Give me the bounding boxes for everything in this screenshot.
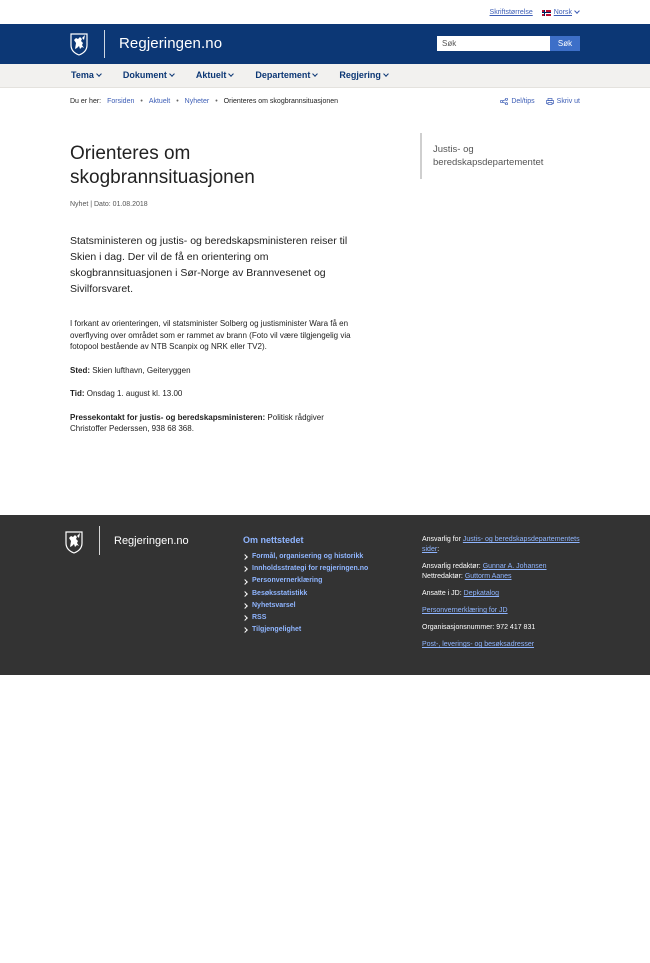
- chevron-right-icon: [242, 615, 248, 621]
- chevron-right-icon: [242, 579, 248, 585]
- footer-address-link[interactable]: Post-, leverings- og besøksadresser: [422, 641, 535, 648]
- article-body: [70, 318, 360, 447]
- chevron-down-icon: [229, 71, 235, 77]
- utility-bar: [0, 0, 650, 24]
- article-press-contact: Pressekontakt for justis- og beredskapsministeren: Politisk rådgiver Christoffer Pederssen, 938 68 368.: [70, 412, 324, 433]
- footer-contact-section: [422, 535, 592, 657]
- footer-responsible-link[interactable]: Justis- og beredskapsdepartementets sider: [422, 536, 580, 553]
- footer-link[interactable]: Tilgjengelighet: [243, 624, 368, 636]
- breadcrumb-separator: •: [140, 98, 143, 105]
- chevron-down-icon: [383, 71, 389, 77]
- nav-item-tema[interactable]: Tema: [71, 70, 101, 80]
- footer-link[interactable]: RSS: [243, 612, 368, 624]
- footer-link[interactable]: Formål, organisering og historikk: [243, 551, 368, 563]
- footer-link[interactable]: Personvernerklæring: [243, 575, 368, 587]
- search-button[interactable]: Søk: [550, 36, 580, 51]
- font-size-link[interactable]: Skriftstørrelse: [489, 9, 533, 16]
- nav-item-aktuelt[interactable]: Aktuelt: [196, 70, 234, 80]
- footer-about-section: [243, 535, 368, 636]
- footer-privacy-link[interactable]: Personvernerklæring for JD: [422, 607, 508, 614]
- site-header: [0, 24, 650, 64]
- print-label: Skriv ut: [556, 98, 580, 105]
- department-link[interactable]: Justis- og beredskapsdepartementet: [433, 144, 544, 168]
- language-label: Norsk: [553, 9, 572, 16]
- page-title: Orienteres om skogbrannsituasjonen: [70, 143, 255, 188]
- nav-item-dokument[interactable]: Dokument: [123, 70, 174, 80]
- page-tools: [500, 98, 580, 105]
- logo-divider: [104, 30, 105, 58]
- footer-editor-link[interactable]: Gunnar A. Johansen: [482, 563, 547, 570]
- footer-link[interactable]: Besøksstatistikk: [243, 588, 368, 600]
- footer-org-number: Organisasjonsnummer: 972 417 831: [422, 624, 536, 631]
- chevron-down-icon: [574, 8, 580, 14]
- chevron-right-icon: [242, 603, 248, 609]
- footer-editors: Ansvarlig redaktør: Gunnar A. Johansen Nettredaktør: Guttorm Aanes: [422, 563, 547, 580]
- article-lead: Statsministeren og justis- og beredskapsministeren reiser til Skien i dag. Der vil de få en orientering om skogbrannsituasjonen i Sør-Norge av Brannvesenet og Sivilforsvaret.: [70, 235, 348, 295]
- article-paragraph: I forkant av orienteringen, vil statsminister Solberg og justisminister Wara få en overflyving over området som er rammet av brann (Foto vil være tilgjengelig via fotopool bestående av NTB Scanpix og NRK eller TV2).: [70, 319, 351, 351]
- breadcrumb-separator: •: [215, 98, 218, 105]
- footer-privacy: [422, 606, 592, 616]
- footer-site-name[interactable]: Regjeringen.no: [114, 535, 189, 547]
- footer-logo-divider: [99, 526, 100, 555]
- printer-icon: [546, 98, 554, 105]
- site-logo-text[interactable]: Regjeringen.no: [119, 35, 223, 52]
- chevron-down-icon: [96, 71, 102, 77]
- breadcrumb-item[interactable]: Aktuelt: [148, 98, 171, 105]
- footer-link[interactable]: Innholdsstrategi for regjeringen.no: [243, 563, 368, 575]
- footer-web-editor-link[interactable]: Guttorm Aanes: [464, 573, 512, 580]
- department-aside: [420, 133, 580, 179]
- breadcrumb-item[interactable]: Nyheter: [184, 98, 210, 105]
- breadcrumb-prefix: Du er her:: [70, 98, 102, 105]
- norway-flag-icon: [542, 10, 551, 16]
- chevron-down-icon: [169, 71, 175, 77]
- chevron-right-icon: [242, 627, 248, 633]
- print-button[interactable]: [546, 98, 580, 105]
- utility-links: [490, 9, 579, 16]
- chevron-right-icon: [242, 566, 248, 572]
- search-form: [437, 36, 580, 51]
- chevron-right-icon: [242, 554, 248, 560]
- chevron-right-icon: [242, 591, 248, 597]
- article-place: Sted: Skien lufthavn, Geiteryggen: [70, 365, 191, 375]
- chevron-down-icon: [313, 71, 319, 77]
- nav-item-departement[interactable]: Departement: [255, 70, 317, 80]
- footer-responsible: Ansvarlig for Justis- og beredskapsdepartementets sider:: [422, 536, 580, 553]
- footer-about-heading: Om nettstedet: [243, 535, 304, 545]
- nav-item-regjering[interactable]: Regjering: [339, 70, 388, 80]
- article-time: Tid: Onsdag 1. august kl. 13.00: [70, 389, 183, 398]
- footer-address: [422, 640, 592, 650]
- footer-staff: Ansatte i JD: Depkatalog: [422, 590, 500, 597]
- breadcrumb-item[interactable]: Forsiden: [107, 98, 135, 105]
- lion-crest-icon[interactable]: [64, 530, 84, 554]
- site-footer: [0, 515, 650, 675]
- breadcrumb-separator: •: [176, 98, 179, 105]
- share-button[interactable]: [500, 98, 534, 105]
- breadcrumb-current: Orienteres om skogbrannsituasjonen: [223, 98, 339, 105]
- footer-link[interactable]: Nyhetsvarsel: [243, 600, 368, 612]
- article-meta: Nyhet | Dato: 01.08.2018: [70, 201, 148, 208]
- breadcrumb: [70, 98, 338, 105]
- language-selector[interactable]: [542, 9, 579, 16]
- footer-staff-link[interactable]: Depkatalog: [463, 590, 500, 597]
- search-input[interactable]: [437, 36, 550, 51]
- lion-crest-icon[interactable]: [69, 32, 89, 56]
- share-icon: [500, 98, 508, 105]
- share-label: Del/tips: [511, 98, 535, 105]
- main-navigation: [0, 64, 650, 88]
